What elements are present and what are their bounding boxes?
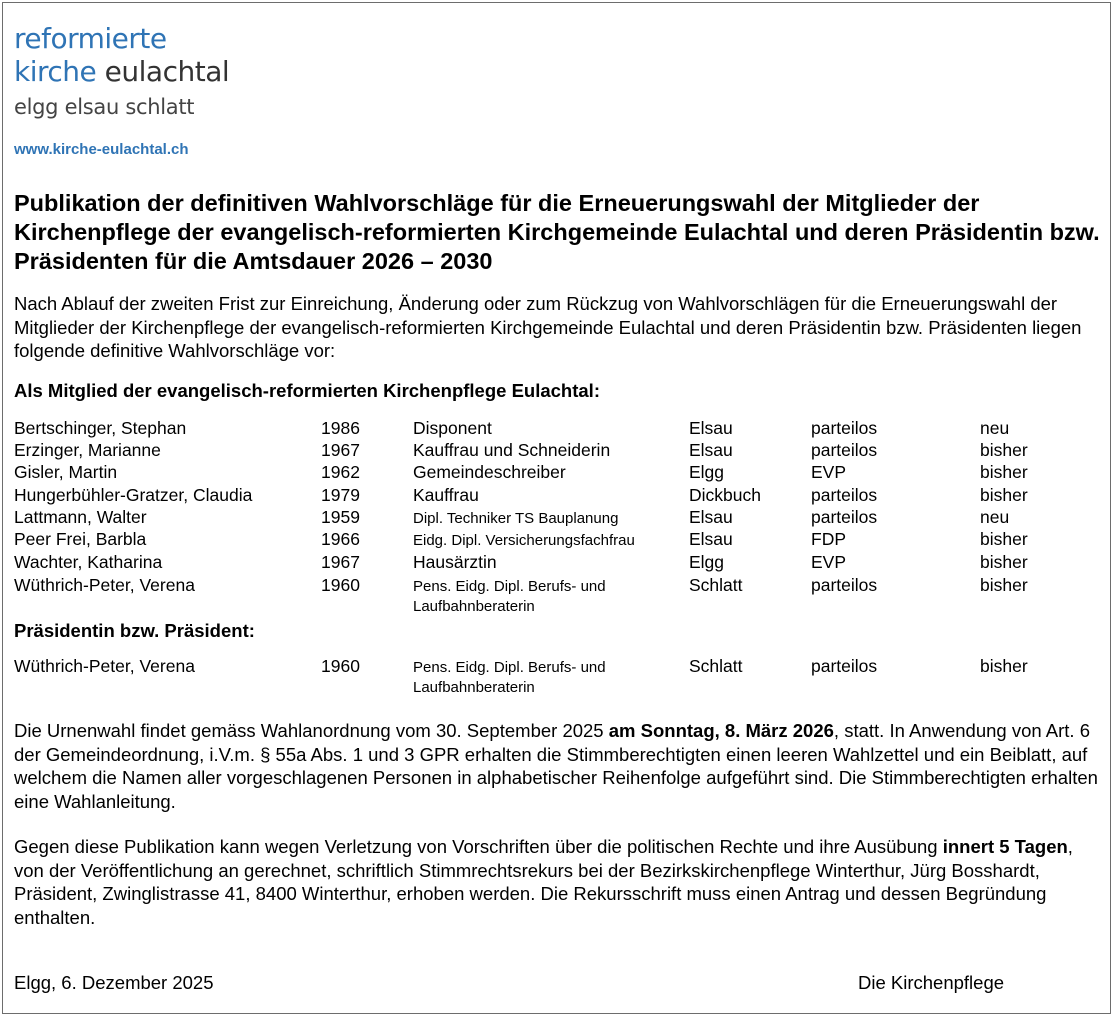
candidate-place: Dickbuch <box>689 485 761 505</box>
president-heading: Präsidentin bzw. Präsident: <box>14 620 255 641</box>
candidate-party: parteilos <box>811 656 878 676</box>
candidate-year: 1960 <box>321 656 360 676</box>
candidate-status: bisher <box>980 485 1028 505</box>
candidate-place: Elsau <box>689 418 733 438</box>
election-date: am Sonntag, 8. März 2026 <box>608 720 834 741</box>
candidate-year: 1979 <box>321 485 360 505</box>
appeal-deadline: innert 5 Tagen <box>942 836 1068 857</box>
candidate-job: Kauffrau und Schneiderin <box>413 440 611 460</box>
member-row <box>0 440 1117 462</box>
appeal-text-pre: Gegen diese Publikation kann wegen Verletzung von Vorschriften über die politischen Rechte und ihre Ausübung <box>14 836 943 857</box>
candidate-year: 1966 <box>321 529 360 549</box>
candidate-job: Disponent <box>413 418 492 438</box>
candidate-name: Lattmann, Walter <box>14 507 147 527</box>
candidate-status: bisher <box>980 462 1028 482</box>
candidate-party: parteilos <box>811 485 878 505</box>
website-link[interactable]: www.kirche-eulachtal.ch <box>14 141 189 158</box>
candidate-place: Schlatt <box>689 656 743 676</box>
candidate-place: Elsau <box>689 529 733 549</box>
candidate-place: Elsau <box>689 507 733 527</box>
candidate-job: Dipl. Techniker TS Bauplanung <box>413 510 619 527</box>
candidate-party: parteilos <box>811 440 878 460</box>
member-row <box>0 485 1117 507</box>
candidate-party: parteilos <box>811 575 878 595</box>
candidate-party: FDP <box>811 529 846 549</box>
candidate-party: EVP <box>811 462 847 482</box>
candidate-name: Wachter, Katharina <box>14 552 163 572</box>
president-row <box>0 656 1117 696</box>
candidate-job: Pens. Eidg. Dipl. Berufs- und Laufbahnberaterin <box>413 659 606 696</box>
appeal-text-post: , von der Veröffentlichung an gerechnet, schriftlich Stimmrechtsrekurs bei der Bezirkskirchenpflege Winterthur, Jürg Bosshardt, Präsident, Zwinglistrasse 41, 8400 Winterthur, erhoben werden. Die Rekursschrift muss einen Antrag und dessen Begründung enthalten. <box>14 836 1073 928</box>
logo-kirche: kirche <box>14 55 97 88</box>
intro-paragraph: Nach Ablauf der zweiten Frist zur Einreichung, Änderung oder zum Rückzug von Wahlvorschlägen für die Erneuerungswahl der Mitglieder der Kirchenpflege der evangelisch-reformierten Kirchgemeinde Eulachtal und deren Präsidentin bzw. Präsidenten liegen folgende definitive Wahlvorschläge vor: <box>14 293 1082 361</box>
candidate-year: 1960 <box>321 575 360 595</box>
candidate-name: Peer Frei, Barbla <box>14 529 147 549</box>
member-row <box>0 418 1117 440</box>
candidate-year: 1986 <box>321 418 360 438</box>
candidate-name: Gisler, Martin <box>14 462 118 482</box>
election-paragraph <box>14 719 1106 813</box>
member-row <box>0 529 1117 551</box>
candidate-party: parteilos <box>811 507 878 527</box>
publication-title: Publikation der definitiven Wahlvorschläge für die Erneuerungswahl der Mitglieder der Kirchenpflege der evangelisch-reformierten Kirchgemeinde Eulachtal und deren Präsidentin bzw. Präsidenten für die Amtsdauer 2026 – 2030 <box>14 190 1100 274</box>
logo-eulachtal: eulachtal <box>104 55 230 88</box>
candidate-year: 1967 <box>321 552 360 572</box>
candidate-job: Hausärztin <box>413 552 497 572</box>
election-text-post: , statt. In Anwendung von Art. 6 der Gemeindeordnung, i.V.m. § 55a Abs. 1 und 3 GPR erhalten die Stimmberechtigten einen leeren Wahlzettel und ein Beiblatt, auf welchem die Namen aller vorgeschlagenen Personen in alphabetischer Reihenfolge aufgeführt sind. Die Stimmberechtigten erhalten eine Wahlanleitung. <box>14 720 1098 812</box>
candidate-party: EVP <box>811 552 847 572</box>
member-row <box>0 575 1117 615</box>
member-row <box>0 552 1117 574</box>
candidate-year: 1962 <box>321 462 360 482</box>
candidate-job: Gemeindeschreiber <box>413 462 566 482</box>
candidate-place: Elsau <box>689 440 733 460</box>
candidate-job: Eidg. Dipl. Versicherungsfachfrau <box>413 532 635 549</box>
candidate-place: Elgg <box>689 552 725 572</box>
candidate-job: Pens. Eidg. Dipl. Berufs- und Laufbahnberaterin <box>413 578 606 615</box>
logo-line-reformierte: reformierte <box>14 22 167 55</box>
candidate-status: bisher <box>980 529 1028 549</box>
place-date: Elgg, 6. Dezember 2025 <box>14 972 214 993</box>
logo-line-villages: elgg elsau schlatt <box>14 95 195 119</box>
candidate-status: bisher <box>980 575 1028 595</box>
member-row <box>0 507 1117 529</box>
candidate-year: 1967 <box>321 440 360 460</box>
appeal-paragraph <box>14 835 1106 929</box>
candidate-place: Elgg <box>689 462 725 482</box>
member-row <box>0 462 1117 484</box>
candidate-status: neu <box>980 418 1010 438</box>
election-text-pre: Die Urnenwahl findet gemäss Wahlanordnung vom 30. September 2025 <box>14 720 609 741</box>
candidate-party: parteilos <box>811 418 878 438</box>
members-heading: Als Mitglied der evangelisch-reformierten Kirchenpflege Eulachtal: <box>14 380 600 401</box>
candidate-status: neu <box>980 507 1010 527</box>
candidate-name: Wüthrich-Peter, Verena <box>14 575 195 595</box>
candidate-name: Erzinger, Marianne <box>14 440 161 460</box>
signature: Die Kirchenpflege <box>858 972 1005 993</box>
candidate-place: Schlatt <box>689 575 743 595</box>
candidate-name: Wüthrich-Peter, Verena <box>14 656 195 676</box>
candidate-status: bisher <box>980 656 1028 676</box>
logo-line-kirche-eulachtal <box>14 55 229 88</box>
candidate-name: Hungerbühler-Gratzer, Claudia <box>14 485 253 505</box>
candidate-year: 1959 <box>321 507 360 527</box>
candidate-status: bisher <box>980 552 1028 572</box>
candidate-job: Kauffrau <box>413 485 479 505</box>
candidate-name: Bertschinger, Stephan <box>14 418 187 438</box>
candidate-status: bisher <box>980 440 1028 460</box>
